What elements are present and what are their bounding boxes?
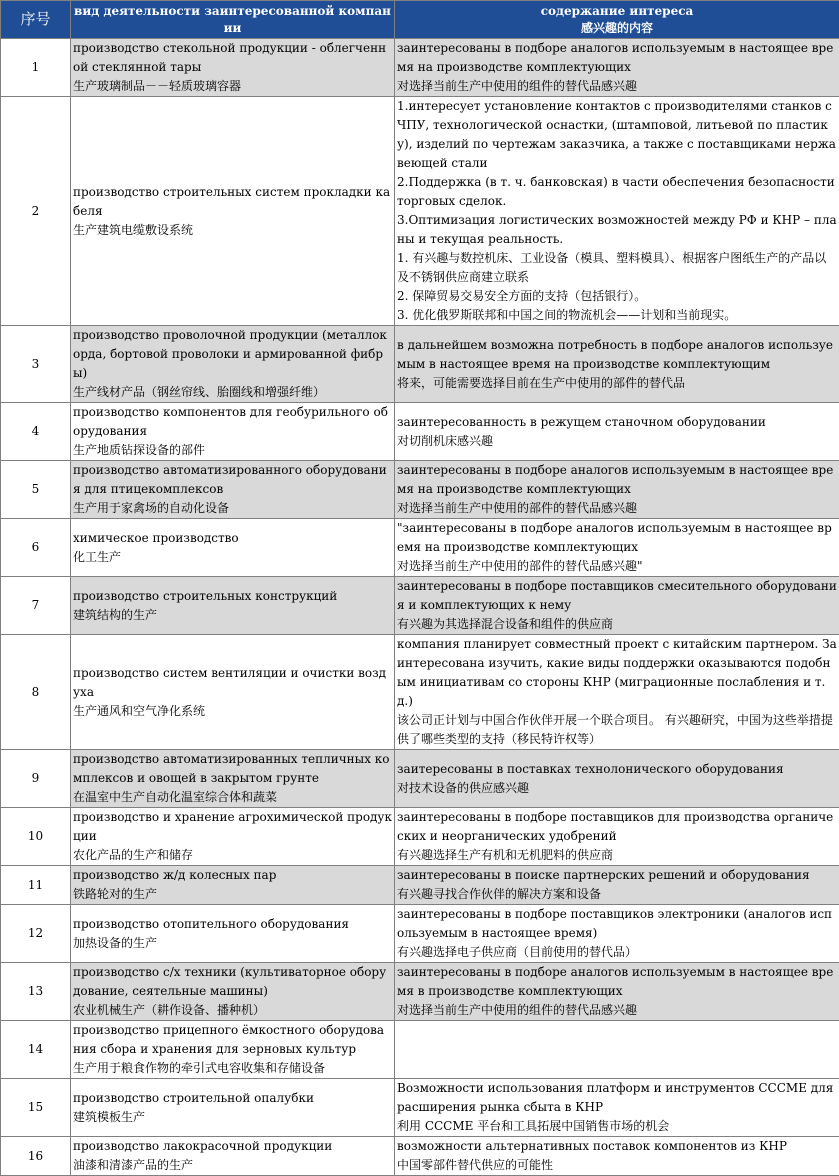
table-row: [1, 963, 839, 1021]
activity-cell: [71, 1137, 395, 1176]
header-row: [1, 1, 839, 39]
interest-line: 利用 CCCME 平台和工具拓展中国销售市场的机会: [397, 1117, 837, 1136]
interest-line: 1.интересует установление контактов с производителями станков с ЧПУ, технологической оснастки, (штамповой, литьевой по пластику), изделий по чертежам заказчика, а также с поставщиками нержавеющей стали: [397, 97, 837, 173]
activity-zh: 生产用于家禽场的自动化设备: [73, 499, 392, 518]
activity-cell: [71, 750, 395, 808]
activity-zh: 生产地质钻探设备的部件: [73, 441, 392, 460]
table-row: [1, 1137, 839, 1176]
interest-line: заитересованы в поставках технолонического оборудования: [397, 760, 837, 779]
interest-line: заинтересованы в поиске партнерских решений и оборудования: [397, 866, 837, 885]
interest-cell: [395, 403, 839, 461]
table-row: [1, 326, 839, 403]
row-number: 11: [1, 866, 71, 905]
interest-line: 2. 保障贸易交易安全方面的支持（包括银行）。: [397, 287, 837, 306]
activity-cell: [71, 403, 395, 461]
interest-line: компания планирует совместный проект с китайским партнером. Заинтересована изучить, какие виды поддержки оказываются подобным инициативам со стороны КНР (миграционные послабления и т.д.): [397, 635, 837, 711]
activity-cell: [71, 577, 395, 635]
interest-line: 对选择当前生产中使用的组件的替代品感兴趣: [397, 77, 837, 96]
interest-line: 对选择当前生产中使用的部件的替代品感兴趣: [397, 499, 837, 518]
interest-line: 2.Поддержка (в т. ч. банковская) в части обеспечения безопасности торговых сделок.: [397, 173, 837, 211]
interest-cell: [395, 635, 839, 750]
activity-zh: 生产线材产品（钢丝帘线、胎圈线和增强纤维）: [73, 383, 392, 402]
activity-zh: 农化产品的生产和储存: [73, 846, 392, 865]
activity-cell: [71, 808, 395, 866]
row-number: 2: [1, 97, 71, 326]
table-row: [1, 519, 839, 577]
header-number: 序号: [1, 1, 71, 39]
header-interest: [395, 1, 839, 39]
interest-line: возможности альтернативных поставок компонентов из КНР: [397, 1137, 837, 1156]
header-interest-ru: содержание интереса: [397, 3, 837, 20]
activity-zh: 加热设备的生产: [73, 934, 392, 953]
interest-line: в дальнейшем возможна потребность в подборе аналогов используемым в настоящее время на производстве комплектующим: [397, 336, 837, 374]
activity-ru: производство проволочной продукции (металлокорда, бортовой проволоки и армированной фибры): [73, 326, 392, 383]
interest-line: заинтересованы в подборе аналогов используемым в настоящее время на производстве комплектующих: [397, 461, 837, 499]
row-number: 12: [1, 905, 71, 963]
activity-zh: 生产通风和空气净化系统: [73, 702, 392, 721]
header-activity: вид деятельности заинтересованной компании: [71, 1, 395, 39]
activity-cell: [71, 39, 395, 97]
activity-zh: 建筑结构的生产: [73, 606, 392, 625]
table-row: [1, 905, 839, 963]
interest-line: 3. 优化俄罗斯联邦和中国之间的物流机会——计划和当前现实。: [397, 306, 837, 325]
row-number: 9: [1, 750, 71, 808]
header-interest-zh: 感兴趣的内容: [397, 20, 837, 37]
activity-zh: 铁路轮对的生产: [73, 885, 392, 904]
table-row: [1, 97, 839, 326]
activity-zh: 油漆和清漆产品的生产: [73, 1156, 392, 1175]
interest-line: заинтересованы в подборе аналогов используемым в настоящее время на производстве комплектующих: [397, 39, 837, 77]
activity-ru: производство компонентов для геобурильного оборудования: [73, 403, 392, 441]
activity-cell: [71, 461, 395, 519]
activity-ru: производство строительных конструкций: [73, 587, 392, 606]
table-row: [1, 635, 839, 750]
row-number: 5: [1, 461, 71, 519]
activity-zh: 生产用于粮食作物的牵引式电容收集和存储设备: [73, 1059, 392, 1078]
table-row: [1, 403, 839, 461]
interest-line: 3.Оптимизация логистических возможностей между РФ и КНР – планы и текущая реальность.: [397, 211, 837, 249]
activity-cell: [71, 1079, 395, 1137]
row-number: 1: [1, 39, 71, 97]
activity-ru: химическое производство: [73, 529, 392, 548]
activity-ru: производство автоматизированного оборудования для птицекомплексов: [73, 461, 392, 499]
activity-zh: 生产玻璃制品－－轻质玻璃容器: [73, 77, 392, 96]
interest-line: Возможности использования платформ и инструментов СССМЕ для расширения рынка сбыта в КНР: [397, 1079, 837, 1117]
activity-cell: [71, 326, 395, 403]
interest-line: заинтересованность в режущем станочном оборудовании: [397, 413, 837, 432]
interest-cell: [395, 577, 839, 635]
table-row: [1, 461, 839, 519]
activity-zh: 农业机械生产（耕作设备、播种机）: [73, 1001, 392, 1020]
interest-line: 有兴趣为其选择混合设备和组件的供应商: [397, 615, 837, 634]
activity-cell: [71, 97, 395, 326]
activity-ru: производство систем вентиляции и очистки воздуха: [73, 664, 392, 702]
activity-ru: производство стекольной продукции - облегченной стеклянной тары: [73, 39, 392, 77]
activity-ru: производство прицепного ёмкостного оборудования сбора и хранения для зерновых культур: [73, 1021, 392, 1059]
interest-cell: [395, 750, 839, 808]
activity-ru: производство строительной опалубки: [73, 1089, 392, 1108]
table-row: [1, 808, 839, 866]
activity-ru: производство ж/д колесных пар: [73, 866, 392, 885]
table-row: [1, 866, 839, 905]
table-row: [1, 750, 839, 808]
row-number: 10: [1, 808, 71, 866]
interest-line: заинтересованы в подборе поставщиков электроники (аналогов используемым в настоящее время): [397, 905, 837, 943]
activity-ru: производство лакокрасочной продукции: [73, 1137, 392, 1156]
activity-cell: [71, 1021, 395, 1079]
row-number: 6: [1, 519, 71, 577]
interest-cell: [395, 808, 839, 866]
row-number: 3: [1, 326, 71, 403]
row-number: 4: [1, 403, 71, 461]
interest-line: заинтересованы в подборе поставщиков смесительного оборудования и комплектующих к нему: [397, 577, 837, 615]
activity-zh: 建筑模板生产: [73, 1108, 392, 1127]
activity-ru: производство с/х техники (культиваторное оборудование, сеятельные машины): [73, 963, 392, 1001]
activity-ru: производство строительных систем прокладки кабеля: [73, 183, 392, 221]
interest-cell: [395, 905, 839, 963]
interest-line: 该公司正计划与中国合作伙伴开展一个联合项目。 有兴趣研究，中国为这些举措提供了哪些类型的支持（移民特许权等）: [397, 711, 837, 749]
interest-line: 1. 有兴趣与数控机床、工业设备（模具、塑料模具）、根据客户图纸生产的产品以及不锈钢供应商建立联系: [397, 249, 837, 287]
interest-cell: [395, 519, 839, 577]
interest-line: 将来，可能需要选择目前在生产中使用的部件的替代品: [397, 374, 837, 393]
interest-line: "заинтересованы в подборе аналогов используемым в настоящее время на производстве комплектующих: [397, 519, 837, 557]
activity-ru: производство и хранение агрохимической продукции: [73, 808, 392, 846]
row-number: 14: [1, 1021, 71, 1079]
interest-cell: [395, 1021, 839, 1079]
activity-zh: 生产建筑电缆敷设系统: [73, 221, 392, 240]
activity-cell: [71, 519, 395, 577]
interest-line: 对技术设备的供应感兴趣: [397, 779, 837, 798]
row-number: 13: [1, 963, 71, 1021]
table-row: [1, 1079, 839, 1137]
interest-line: заинтересованы в подборе поставщиков для производства органических и неорганических удобрений: [397, 808, 837, 846]
activity-ru: производство отопительного оборудования: [73, 915, 392, 934]
activity-zh: 在温室中生产自动化温室综合体和蔬菜: [73, 788, 392, 807]
table-row: [1, 39, 839, 97]
interest-line: 对选择当前生产中使用的组件的替代品感兴趣: [397, 1001, 837, 1020]
interest-cell: [395, 39, 839, 97]
activity-zh: 化工生产: [73, 548, 392, 567]
interest-cell: [395, 97, 839, 326]
row-number: 15: [1, 1079, 71, 1137]
interest-cell: [395, 963, 839, 1021]
row-number: 8: [1, 635, 71, 750]
interest-line: 有兴趣选择电子供应商（目前使用的替代品）: [397, 943, 837, 962]
activity-cell: [71, 866, 395, 905]
activity-cell: [71, 905, 395, 963]
interest-line: 对选择当前生产中使用的部件的替代品感兴趣": [397, 557, 837, 576]
activity-cell: [71, 635, 395, 750]
activity-cell: [71, 963, 395, 1021]
interest-line: 有兴趣寻找合作伙伴的解决方案和设备: [397, 885, 837, 904]
interest-line: заинтересованы в подборе аналогов используемым в настоящее время в производстве комплектующих: [397, 963, 837, 1001]
row-number: 7: [1, 577, 71, 635]
table-row: [1, 1021, 839, 1079]
interest-cell: [395, 1079, 839, 1137]
interest-cell: [395, 1137, 839, 1176]
table-row: [1, 577, 839, 635]
row-number: 16: [1, 1137, 71, 1176]
interest-cell: [395, 326, 839, 403]
interest-cell: [395, 461, 839, 519]
interest-line: 有兴趣选择生产有机和无机肥料的供应商: [397, 846, 837, 865]
interest-cell: [395, 866, 839, 905]
interest-line: 中国零部件替代供应的可能性: [397, 1156, 837, 1175]
activity-ru: производство автоматизированных тепличных комплексов и овощей в закрытом грунте: [73, 750, 392, 788]
interest-line: 对切削机床感兴趣: [397, 432, 837, 451]
